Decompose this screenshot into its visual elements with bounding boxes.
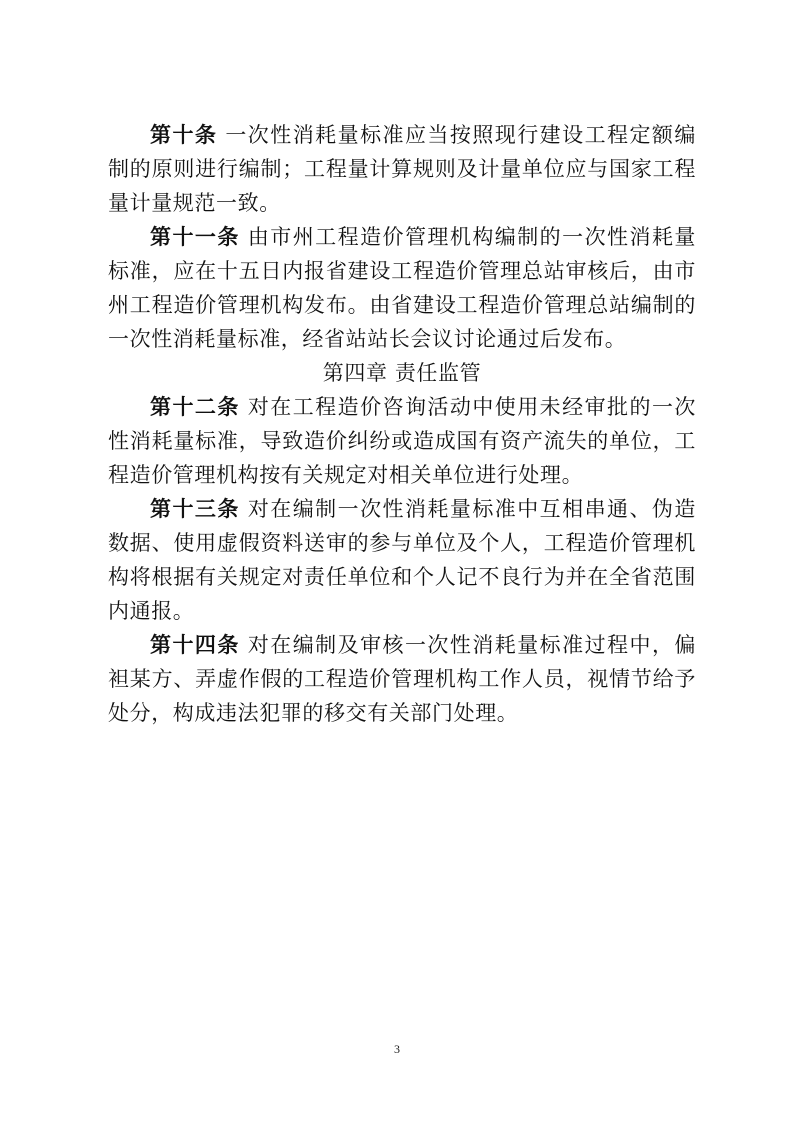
- chapter-heading: 第四章 责任监管: [322, 361, 482, 385]
- article-label: 第十条: [150, 122, 218, 147]
- article-text: 对在工程造价咨询活动中使用未经审批的一次性消耗量标准，导致造价纠纷或造成国有资产流失的单位，工程造价管理机构按有关规定对相关单位进行处理。: [108, 395, 696, 487]
- article-13: [108, 492, 696, 628]
- article-10: [108, 118, 696, 220]
- page-number: 3: [394, 1042, 400, 1056]
- article-label: 第十一条: [150, 224, 240, 249]
- article-label: 第十二条: [150, 394, 240, 419]
- article-text: 一次性消耗量标准应当按照现行建设工程定额编制的原则进行编制；工程量计算规则及计量单位应与国家工程量计量规范一致。: [108, 123, 696, 215]
- article-12: [108, 390, 696, 492]
- document-page: [108, 118, 696, 730]
- article-text: 由市州工程造价管理机构编制的一次性消耗量标准，应在十五日内报省建设工程造价管理总站审核后，由市州工程造价管理机构发布。由省建设工程造价管理总站编制的一次性消耗量标准，经省站站长会议讨论通过后发布。: [108, 225, 696, 351]
- article-label: 第十四条: [150, 632, 240, 657]
- article-label: 第十三条: [150, 496, 240, 521]
- article-text: 对在编制一次性消耗量标准中互相串通、伪造数据、使用虚假资料送审的参与单位及个人，工程造价管理机构将根据有关规定对责任单位和个人记不良行为并在全省范围内通报。: [108, 497, 696, 623]
- article-text: 对在编制及审核一次性消耗量标准过程中，偏袒某方、弄虚作假的工程造价管理机构工作人员，视情节给予处分，构成违法犯罪的移交有关部门处理。: [108, 633, 696, 725]
- article-11: [108, 220, 696, 356]
- article-14: [108, 628, 696, 730]
